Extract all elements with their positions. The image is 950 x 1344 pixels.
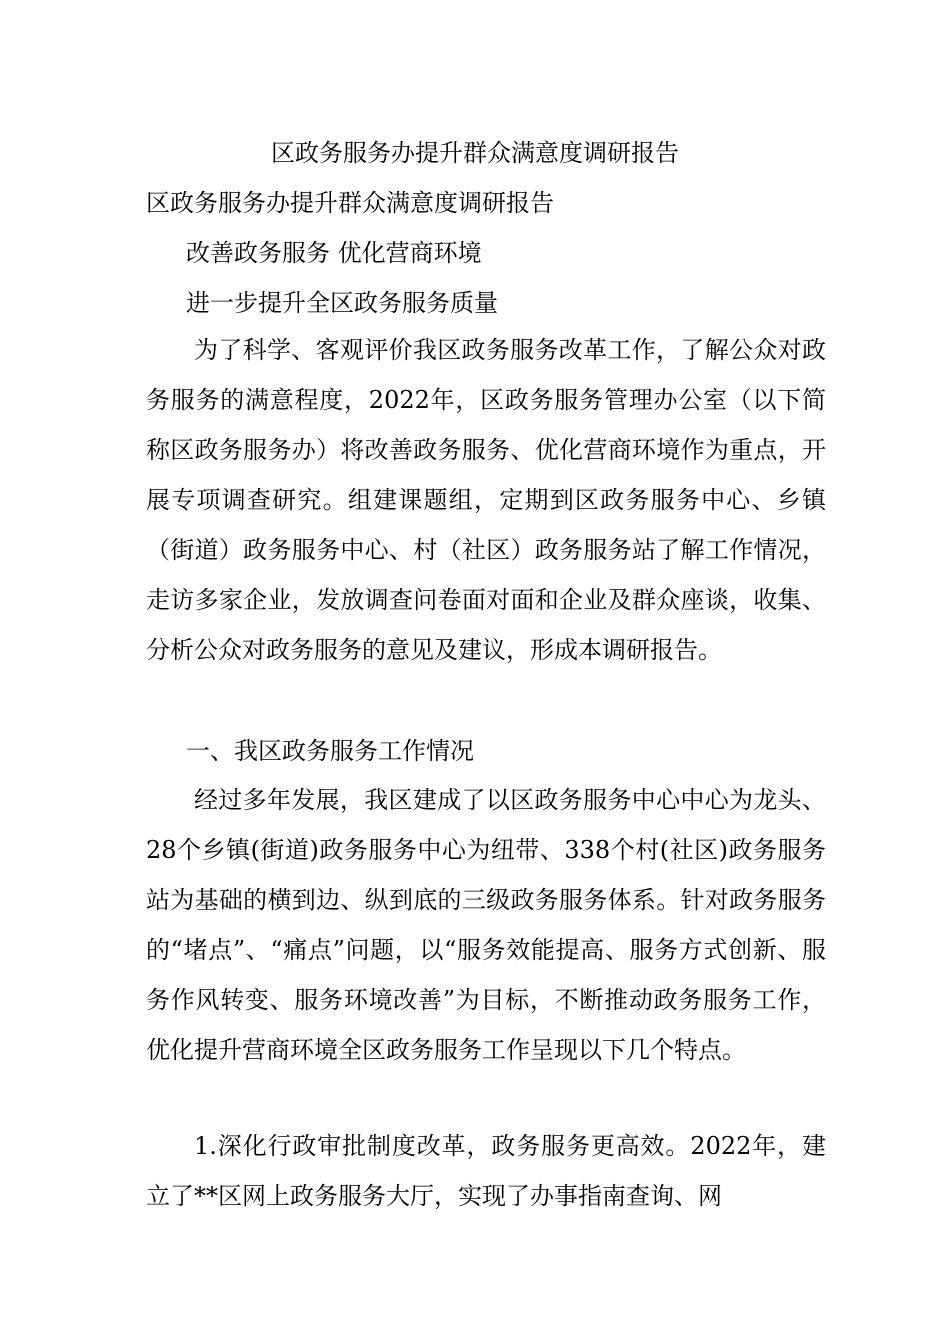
- heading-line-2: 进一步提升全区政务服务质量: [186, 289, 498, 317]
- document-subtitle: 区政务服务办提升群众满意度调研报告: [146, 189, 554, 217]
- point-1-paragraph: 1.深化行政审批制度改革，政务服务更高效。2022年，建立了**区网上政务服务大厅，实现了办事指南查询、网: [146, 1132, 826, 1210]
- section-1-heading: 一、我区政务服务工作情况: [186, 737, 474, 765]
- document-title: 区政务服务办提升群众满意度调研报告: [271, 139, 679, 167]
- section-1-paragraph: 经过多年发展，我区建成了以区政务服务中心中心为龙头、28个乡镇(街道)政务服务中心为纽带、338个村(社区)政务服务站为基础的横到边、纵到底的三级政务服务体系。针对政务服务的“堵点”、“痛点”问题，以“服务效能提高、服务方式创新、服务作风转变、服务环境改善”为目标，不断推动政务服务工作，优化提升营商环境全区政务服务工作呈现以下几个特点。: [146, 786, 826, 1064]
- intro-paragraph: 为了科学、客观评价我区政务服务改革工作，了解公众对政务服务的满意程度，2022年，区政务服务管理办公室（以下简称区政务服务办）将改善政务服务、优化营商环境作为重点，开展专项调查研究。组建课题组，定期到区政务服务中心、乡镇（街道）政务服务中心、村（社区）政务服务站了解工作情况，走访多家企业，发放调查问卷面对面和企业及群众座谈，收集、分析公众对政务服务的意见及建议，形成本调研报告。: [146, 336, 826, 664]
- heading-line-1: 改善政务服务 优化营商环境: [186, 239, 482, 267]
